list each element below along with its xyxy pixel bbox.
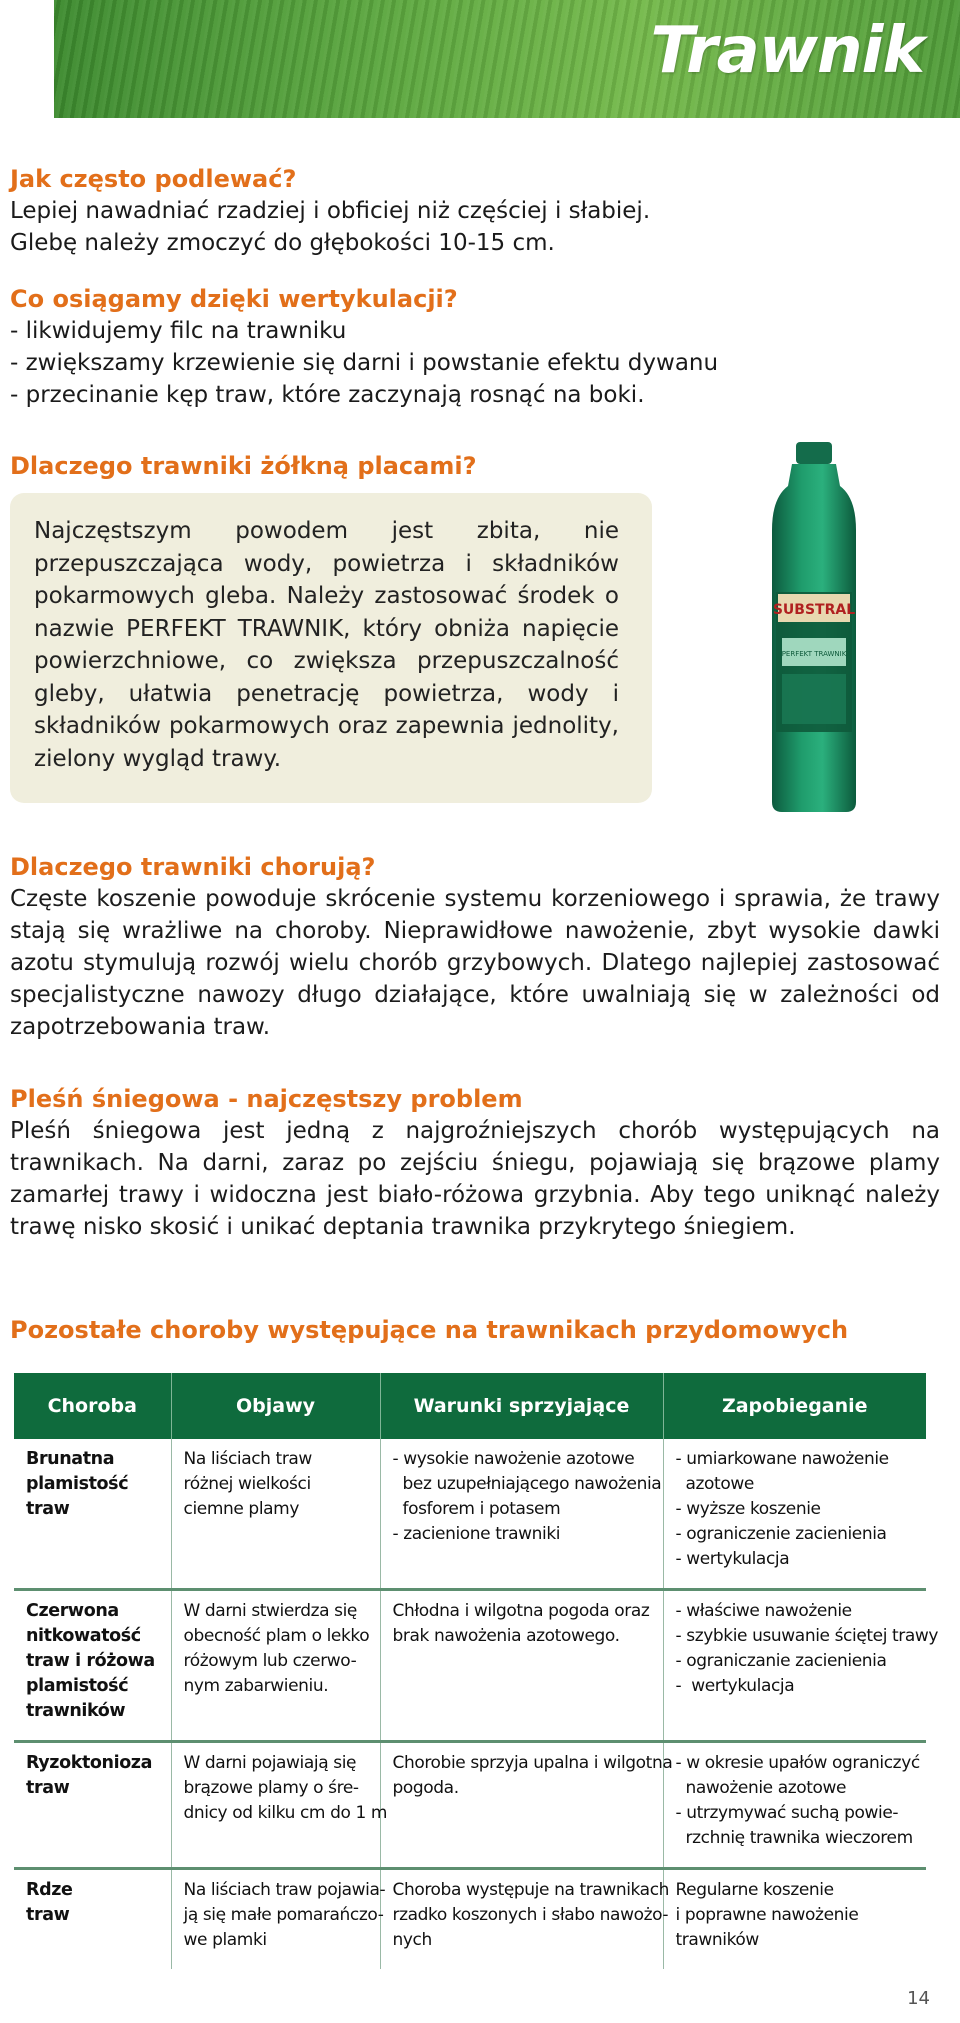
- text-line: Glebę należy zmoczyć do głębokości 10-15 cm.: [10, 230, 555, 256]
- column-header: Choroba: [14, 1373, 171, 1439]
- product-bottle-image: [770, 442, 858, 812]
- section-verticulation: [10, 283, 940, 411]
- column-header: Zapobieganie: [663, 1373, 926, 1439]
- section-heading: Dlaczego trawniki chorują?: [10, 853, 376, 881]
- cell-line: brązowe plamy o śre-: [183, 1778, 359, 1798]
- table-row: [14, 1439, 926, 1590]
- cell-line: brak nawożenia azotowego.: [392, 1626, 620, 1646]
- cell-line: Czerwona: [26, 1601, 119, 1621]
- section-heading: Pozostałe choroby występujące na trawnikach przydomowych: [10, 1316, 849, 1344]
- section-heading: Dlaczego trawniki żółkną placami?: [10, 452, 477, 480]
- cell-line: Chłodna i wilgotna pogoda oraz: [392, 1601, 650, 1621]
- table-cell-prevention: [663, 1590, 939, 1742]
- cell-line: ją się małe pomarańczo-: [183, 1905, 384, 1925]
- table-header-row: [14, 1373, 926, 1439]
- cell-line: fosforem i potasem: [392, 1499, 561, 1519]
- bottle-product-text: PERFEKT TRAWNIK: [781, 650, 847, 658]
- table-cell-symptoms: [171, 1869, 386, 1970]
- cell-line: Regularne koszenie: [675, 1880, 834, 1900]
- cell-line: Choroba występuje na trawnikach: [392, 1880, 670, 1900]
- section-diseases: [10, 851, 940, 1043]
- cell-line: W darni pojawiają się: [183, 1753, 357, 1773]
- text-line: Lepiej nawadniać rzadziej i obficiej niż częściej i słabiej.: [10, 198, 651, 224]
- cell-line: traw: [26, 1499, 70, 1519]
- cell-line: - umiarkowane nawożenie: [675, 1449, 889, 1469]
- table-cell-symptoms: [171, 1590, 380, 1742]
- list-item: - przecinanie kęp traw, które zaczynają rosnąć na boki.: [10, 382, 645, 408]
- cell-line: W darni stwierdza się: [183, 1601, 357, 1621]
- header-banner: [54, 0, 960, 118]
- table-cell-conditions: [380, 1742, 673, 1869]
- cell-line: plamistość: [26, 1474, 129, 1494]
- cell-line: plamistość: [26, 1676, 129, 1696]
- cell-line: nym zabarwieniu.: [183, 1676, 329, 1696]
- cell-line: traw i różowa: [26, 1651, 155, 1671]
- section-watering: [10, 163, 940, 259]
- table-cell-conditions: [380, 1439, 663, 1590]
- table-cell-prevention: [663, 1439, 926, 1590]
- cell-line: nitkowatość: [26, 1626, 141, 1646]
- cell-line: dnicy od kilku cm do 1 m: [183, 1803, 388, 1823]
- cell-line: Na liściach traw: [183, 1449, 312, 1469]
- cell-line: traw: [26, 1778, 70, 1798]
- disease-table: [14, 1373, 939, 1969]
- cell-line: obecność plam o lekko: [183, 1626, 370, 1646]
- cell-line: trawników: [675, 1930, 759, 1950]
- table-cell-prevention: [663, 1869, 926, 1970]
- table-row: [14, 1590, 926, 1742]
- page-number: 14: [907, 1988, 930, 2009]
- section-heading: Jak często podlewać?: [10, 165, 297, 193]
- cell-line: różowym lub czerwo-: [183, 1651, 357, 1671]
- table-cell-symptoms: [171, 1439, 380, 1590]
- table-cell-disease: [14, 1590, 171, 1742]
- section-text: Częste koszenie powoduje skrócenie systemu korzeniowego i sprawia, że trawy stają się wrażliwe na choroby. Nieprawidłowe nawożenie, zbyt wysokie dawki azotu stymulują rozwój wielu chorób grzybowych. Dlatego najlepiej zastosować specjalistyczne nawozy długo działające, które uwalniają się w zależności od zapotrzebowania traw.: [10, 886, 940, 1040]
- table-cell-symptoms: [171, 1742, 388, 1869]
- cell-line: - wertykulacja: [675, 1676, 795, 1696]
- cell-line: - w okresie upałów ograniczyć: [675, 1753, 920, 1773]
- cell-line: - utrzymywać suchą powie-: [675, 1803, 899, 1823]
- cell-line: trawników: [26, 1701, 126, 1721]
- section-text: Pleśń śniegowa jest jedną z najgroźniejszych chorób występujących na trawnikach. Na darni, zaraz po zejściu śniegu, pojawiają się brązowe plamy zamarłej trawy i widoczna jest biało-różowa grzybnia. Aby tego uniknąć należy trawę nisko skosić i unikać deptania trawnika przykrytego śniegiem.: [10, 1118, 940, 1240]
- cell-line: traw: [26, 1905, 70, 1925]
- section-heading: Pleśń śniegowa - najczęstszy problem: [10, 1085, 523, 1113]
- table-cell-disease: [14, 1869, 171, 1970]
- cell-line: nych: [392, 1930, 432, 1950]
- table-cell-prevention: [663, 1742, 926, 1869]
- cell-line: - wysokie nawożenie azotowe: [392, 1449, 635, 1469]
- table-cell-conditions: [380, 1869, 670, 1970]
- cell-line: - ograniczanie zacienienia: [675, 1651, 887, 1671]
- cell-line: we plamki: [183, 1930, 267, 1950]
- cell-line: i poprawne nawożenie: [675, 1905, 859, 1925]
- cell-line: - szybkie usuwanie ściętej trawy: [675, 1626, 939, 1646]
- section-other: [10, 1314, 940, 1346]
- cell-line: - wyższe koszenie: [675, 1499, 821, 1519]
- column-header: Warunki sprzyjające: [380, 1373, 663, 1439]
- section-heading: Co osiągamy dzięki wertykulacji?: [10, 285, 458, 313]
- cell-line: - zacienione trawniki: [392, 1524, 561, 1544]
- cell-line: rzadko koszonych i słabo nawożo-: [392, 1905, 669, 1925]
- cell-line: pogoda.: [392, 1778, 459, 1798]
- cell-line: Ryzoktonioza: [26, 1753, 153, 1773]
- table-row: [14, 1742, 926, 1869]
- table-cell-conditions: [380, 1590, 663, 1742]
- cell-line: ciemne plamy: [183, 1499, 299, 1519]
- cell-line: Na liściach traw pojawia-: [183, 1880, 386, 1900]
- callout-text: Najczęstszym powodem jest zbita, nie przepuszczająca wody, powietrza i składników pokarmowych gleba. Należy zastosować środek o nazwie PERFEKT TRAWNIK, który obniża napięcie powierzchniowe, co zwiększa przepuszczalność gleby, ułatwia penetrację powietrza, wody i składników pokarmowych oraz zapewnia jednolity, zielony wygląd trawy.: [34, 518, 619, 772]
- cell-line: - wertykulacja: [675, 1549, 790, 1569]
- cell-line: bez uzupełniającego nawożenia: [392, 1474, 662, 1494]
- bottle-brand-text: SUBSTRAL: [772, 602, 856, 618]
- list-item: - zwiększamy krzewienie się darni i powstanie efektu dywanu: [10, 350, 719, 376]
- table-cell-disease: [14, 1742, 171, 1869]
- cell-line: azotowe: [675, 1474, 754, 1494]
- section-snow-mold: [10, 1083, 940, 1243]
- cell-line: rzchnię trawnika wieczorem: [675, 1828, 913, 1848]
- table-cell-disease: [14, 1439, 171, 1590]
- cell-line: - właściwe nawożenie: [675, 1601, 852, 1621]
- cell-line: różnej wielkości: [183, 1474, 311, 1494]
- table-row: [14, 1869, 926, 1970]
- cell-line: Brunatna: [26, 1449, 115, 1469]
- cell-line: Chorobie sprzyja upalna i wilgotna: [392, 1753, 673, 1773]
- page-title: Trawnik: [650, 14, 924, 88]
- column-header: Objawy: [171, 1373, 380, 1439]
- cell-line: - ograniczenie zacienienia: [675, 1524, 887, 1544]
- cell-line: Rdze: [26, 1880, 73, 1900]
- list-item: - likwidujemy filc na trawniku: [10, 318, 347, 344]
- cell-line: nawożenie azotowe: [675, 1778, 847, 1798]
